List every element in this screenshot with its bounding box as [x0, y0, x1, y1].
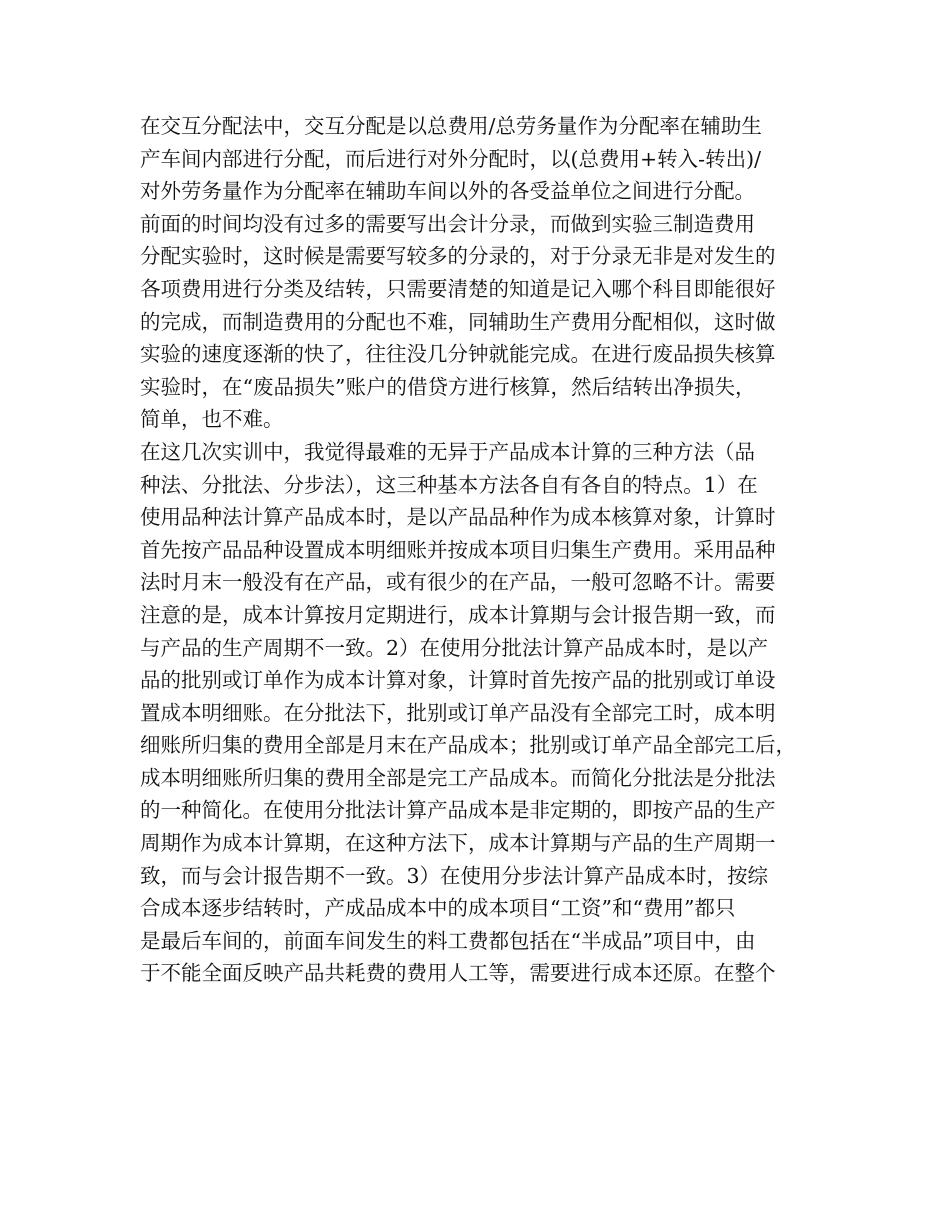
text-line: 细账所归集的费用全部是月末在产品成本；批别或订单产品全部完工后， — [140, 733, 796, 758]
text-line: 首先按产品品种设置成本明细账并按成本项目归集生产费用。采用品种 — [140, 537, 776, 562]
text-line: 成本明细账所归集的费用全部是完工产品成本。而简化分批法是分批法 — [140, 765, 776, 790]
text-line: 致，而与会计报告期不一致。3）在使用分步法计算产品成本时，按综 — [140, 863, 769, 888]
text-line: 的一种简化。在使用分批法计算产品成本是非定期的，即按产品的生产 — [140, 798, 776, 823]
text-line: 在这几次实训中，我觉得最难的无异于产品成本计算的三种方法（品 — [140, 439, 755, 464]
text-line: 于不能全面反映产品共耗费的费用人工等，需要进行成本还原。在整个 — [140, 961, 776, 986]
text-line: 种法、分批法、分步法），这三种基本方法各自有各自的特点。1）在 — [140, 472, 758, 497]
text-line: 使用品种法计算产品成本时，是以产品品种作为成本核算对象，计算时 — [140, 505, 776, 530]
text-line: 前面的时间均没有过多的需要写出会计分录，而做到实验三制造费用 — [140, 211, 755, 236]
text-line: 产车间内部进行分配，而后进行对外分配时，以(总费用+转入-转出)/ — [140, 146, 762, 171]
text-line: 置成本明细账。在分批法下，批别或订单产品没有全部完工时，成本明 — [140, 700, 776, 725]
text-line: 对外劳务量作为分配率在辅助车间以外的各受益单位之间进行分配。 — [140, 179, 755, 204]
text-line: 简单，也不难。 — [140, 407, 284, 432]
text-line: 的完成，而制造费用的分配也不难，同辅助生产费用分配相似，这时做 — [140, 309, 776, 334]
text-line: 周期作为成本计算期，在这种方法下，成本计算期与产品的生产周期一 — [140, 831, 776, 856]
document-body — [140, 110, 830, 990]
text-line: 法时月末一般没有在产品，或有很少的在产品，一般可忽略不计。需要 — [140, 570, 776, 595]
text-line: 与产品的生产周期不一致。2）在使用分批法计算产品成本时，是以产 — [140, 635, 769, 660]
text-line: 各项费用进行分类及结转，只需要清楚的知道是记入哪个科目即能很好 — [140, 276, 776, 301]
text-line: 注意的是，成本计算按月定期进行，成本计算期与会计报告期一致，而 — [140, 602, 776, 627]
text-line: 是最后车间的，前面车间发生的料工费都包括在“半成品”项目中，由 — [140, 928, 756, 953]
text-line: 在交互分配法中，交互分配是以总费用/总劳务量作为分配率在辅助生 — [140, 114, 762, 138]
text-line: 分配实验时，这时候是需要写较多的分录的，对于分录无非是对发生的 — [140, 244, 776, 269]
text-line: 合成本逐步结转时，产成品成本中的成本项目“工资”和“费用”都只 — [140, 896, 736, 921]
text-line: 实验时，在“废品损失”账户的借贷方进行核算，然后结转出净损失， — [140, 374, 756, 399]
text-line: 实验的速度逐渐的快了，往往没几分钟就能完成。在进行废品损失核算 — [140, 342, 776, 367]
text-line: 品的批别或订单作为成本计算对象，计算时首先按产品的批别或订单设 — [140, 668, 776, 693]
